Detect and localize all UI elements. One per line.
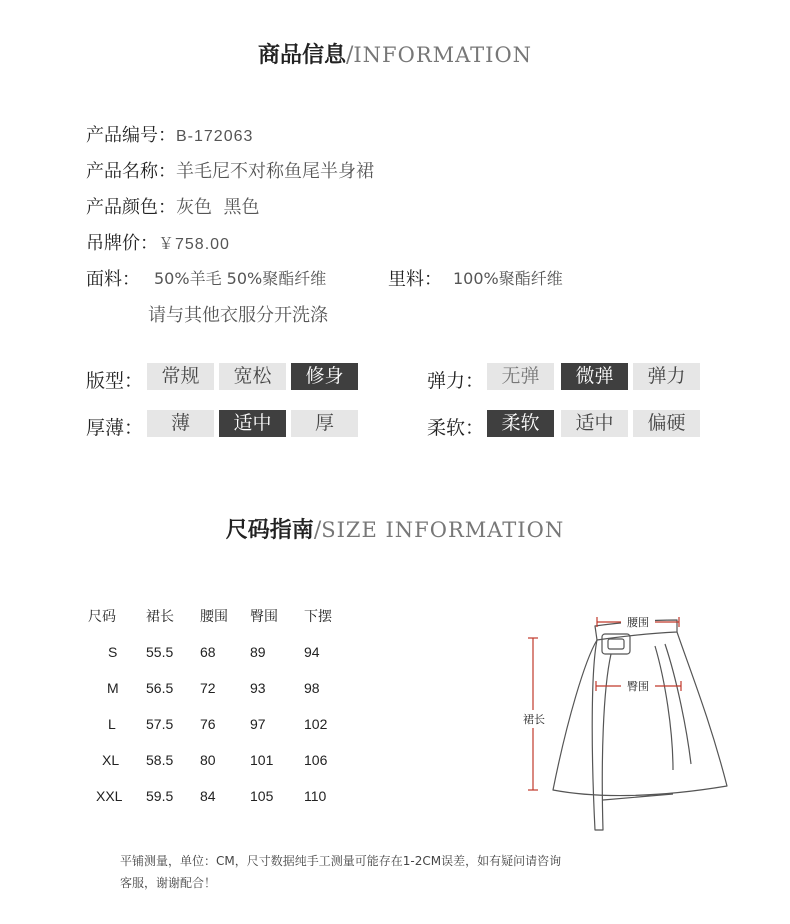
lining-label: 里料：: [388, 269, 442, 290]
cell-waist: 84: [200, 788, 216, 804]
price-value: ￥758.00: [158, 236, 230, 253]
footer-note-line2: 客服，谢谢配合！: [120, 876, 217, 890]
product-name-value: 羊毛尼不对称鱼尾半身裙: [176, 161, 374, 182]
length-label: 裙长: [523, 713, 545, 726]
elasticity-label: 弹力：: [427, 370, 485, 392]
cell-hem: 102: [304, 716, 328, 732]
cell-hem: 94: [304, 644, 320, 660]
fit-option-regular: 常规: [147, 363, 214, 390]
softness-option-stiff: 偏硬: [633, 410, 700, 437]
fit-label: 版型：: [86, 370, 144, 392]
table-row: [88, 634, 354, 670]
cell-size: L: [108, 716, 116, 732]
cell-hem: 98: [304, 680, 320, 696]
fabric-value: 50%羊毛 50%聚酯纤维: [154, 269, 327, 288]
table-row: [88, 778, 354, 814]
fit-option-slim-selected: 修身: [291, 363, 358, 390]
product-code-label: 产品编号：: [86, 125, 176, 146]
thickness-option-thick: 厚: [291, 410, 358, 437]
skirt-outline: [553, 620, 727, 830]
table-row: [88, 670, 354, 706]
info-title-separator: /: [345, 43, 354, 68]
softness-label: 柔软：: [427, 417, 485, 439]
size-title-separator: /: [313, 518, 322, 543]
wash-note: 请与其他衣服分开洗涤: [148, 305, 328, 326]
cell-length: 57.5: [146, 716, 174, 732]
product-name-row: [86, 157, 374, 183]
cell-hip: 93: [250, 680, 266, 696]
table-row: [88, 742, 354, 778]
header-length: 裙长: [146, 609, 174, 625]
footer-note-line1: 平铺测量，单位：CM，尺寸数据纯手工测量可能存在1-2CM误差，如有疑问请咨询: [120, 854, 562, 868]
elasticity-option-none: 无弹: [487, 363, 554, 390]
size-title-en: SIZE INFORMATION: [321, 518, 565, 542]
elasticity-option-stretch: 弹力: [633, 363, 700, 390]
cell-waist: 76: [200, 716, 216, 732]
cell-hem: 110: [304, 788, 327, 804]
cell-hip: 89: [250, 644, 266, 660]
cell-waist: 68: [200, 644, 216, 660]
thickness-option-thin: 薄: [147, 410, 214, 437]
thickness-label: 厚薄：: [86, 417, 144, 439]
size-title-cn: 尺码指南: [225, 518, 314, 543]
fabric-row: [86, 265, 140, 291]
cell-size: S: [108, 644, 118, 660]
fit-option-loose: 宽松: [219, 363, 286, 390]
cell-size: M: [107, 680, 119, 696]
lining-value: 100%聚酯纤维: [453, 269, 563, 288]
softness-option-soft-selected: 柔软: [487, 410, 554, 437]
header-waist: 腰围: [200, 609, 228, 625]
softness-option-medium: 适中: [561, 410, 628, 437]
price-label: 吊牌价：: [86, 233, 158, 254]
cell-size: XXL: [96, 788, 123, 804]
product-price-row: [86, 229, 230, 255]
elasticity-option-slight-selected: 微弹: [561, 363, 628, 390]
product-code-value: B-172063: [176, 128, 254, 145]
info-title-en: INFORMATION: [353, 43, 533, 67]
table-row: [88, 706, 354, 742]
cell-length: 59.5: [146, 788, 174, 804]
cell-length: 56.5: [146, 680, 174, 696]
hip-label: 臀围: [627, 680, 649, 693]
cell-length: 55.5: [146, 644, 174, 660]
product-code-row: [86, 121, 253, 147]
fabric-label: 面料：: [86, 269, 140, 290]
cell-waist: 80: [200, 752, 216, 768]
product-name-label: 产品名称：: [86, 161, 176, 182]
cell-waist: 72: [200, 680, 216, 696]
info-section-title: [0, 38, 790, 69]
product-color-value: 灰色 黑色: [176, 197, 260, 218]
cell-hip: 97: [250, 716, 266, 732]
header-hip: 臀围: [250, 609, 278, 625]
product-color-label: 产品颜色：: [86, 197, 176, 218]
cell-hip: 101: [250, 752, 274, 768]
cell-hip: 105: [250, 788, 274, 804]
waist-label: 腰围: [627, 616, 649, 629]
skirt-diagram: [505, 600, 765, 840]
product-color-row: [86, 193, 259, 219]
size-table: [88, 598, 354, 814]
cell-hem: 106: [304, 752, 328, 768]
thickness-option-medium-selected: 适中: [219, 410, 286, 437]
header-size: 尺码: [88, 609, 116, 625]
info-title-cn: 商品信息: [257, 43, 346, 68]
header-hem: 下摆: [304, 609, 332, 625]
size-table-header: [88, 598, 354, 634]
cell-length: 58.5: [146, 752, 174, 768]
size-section-title: [0, 513, 790, 544]
cell-size: XL: [102, 752, 120, 768]
